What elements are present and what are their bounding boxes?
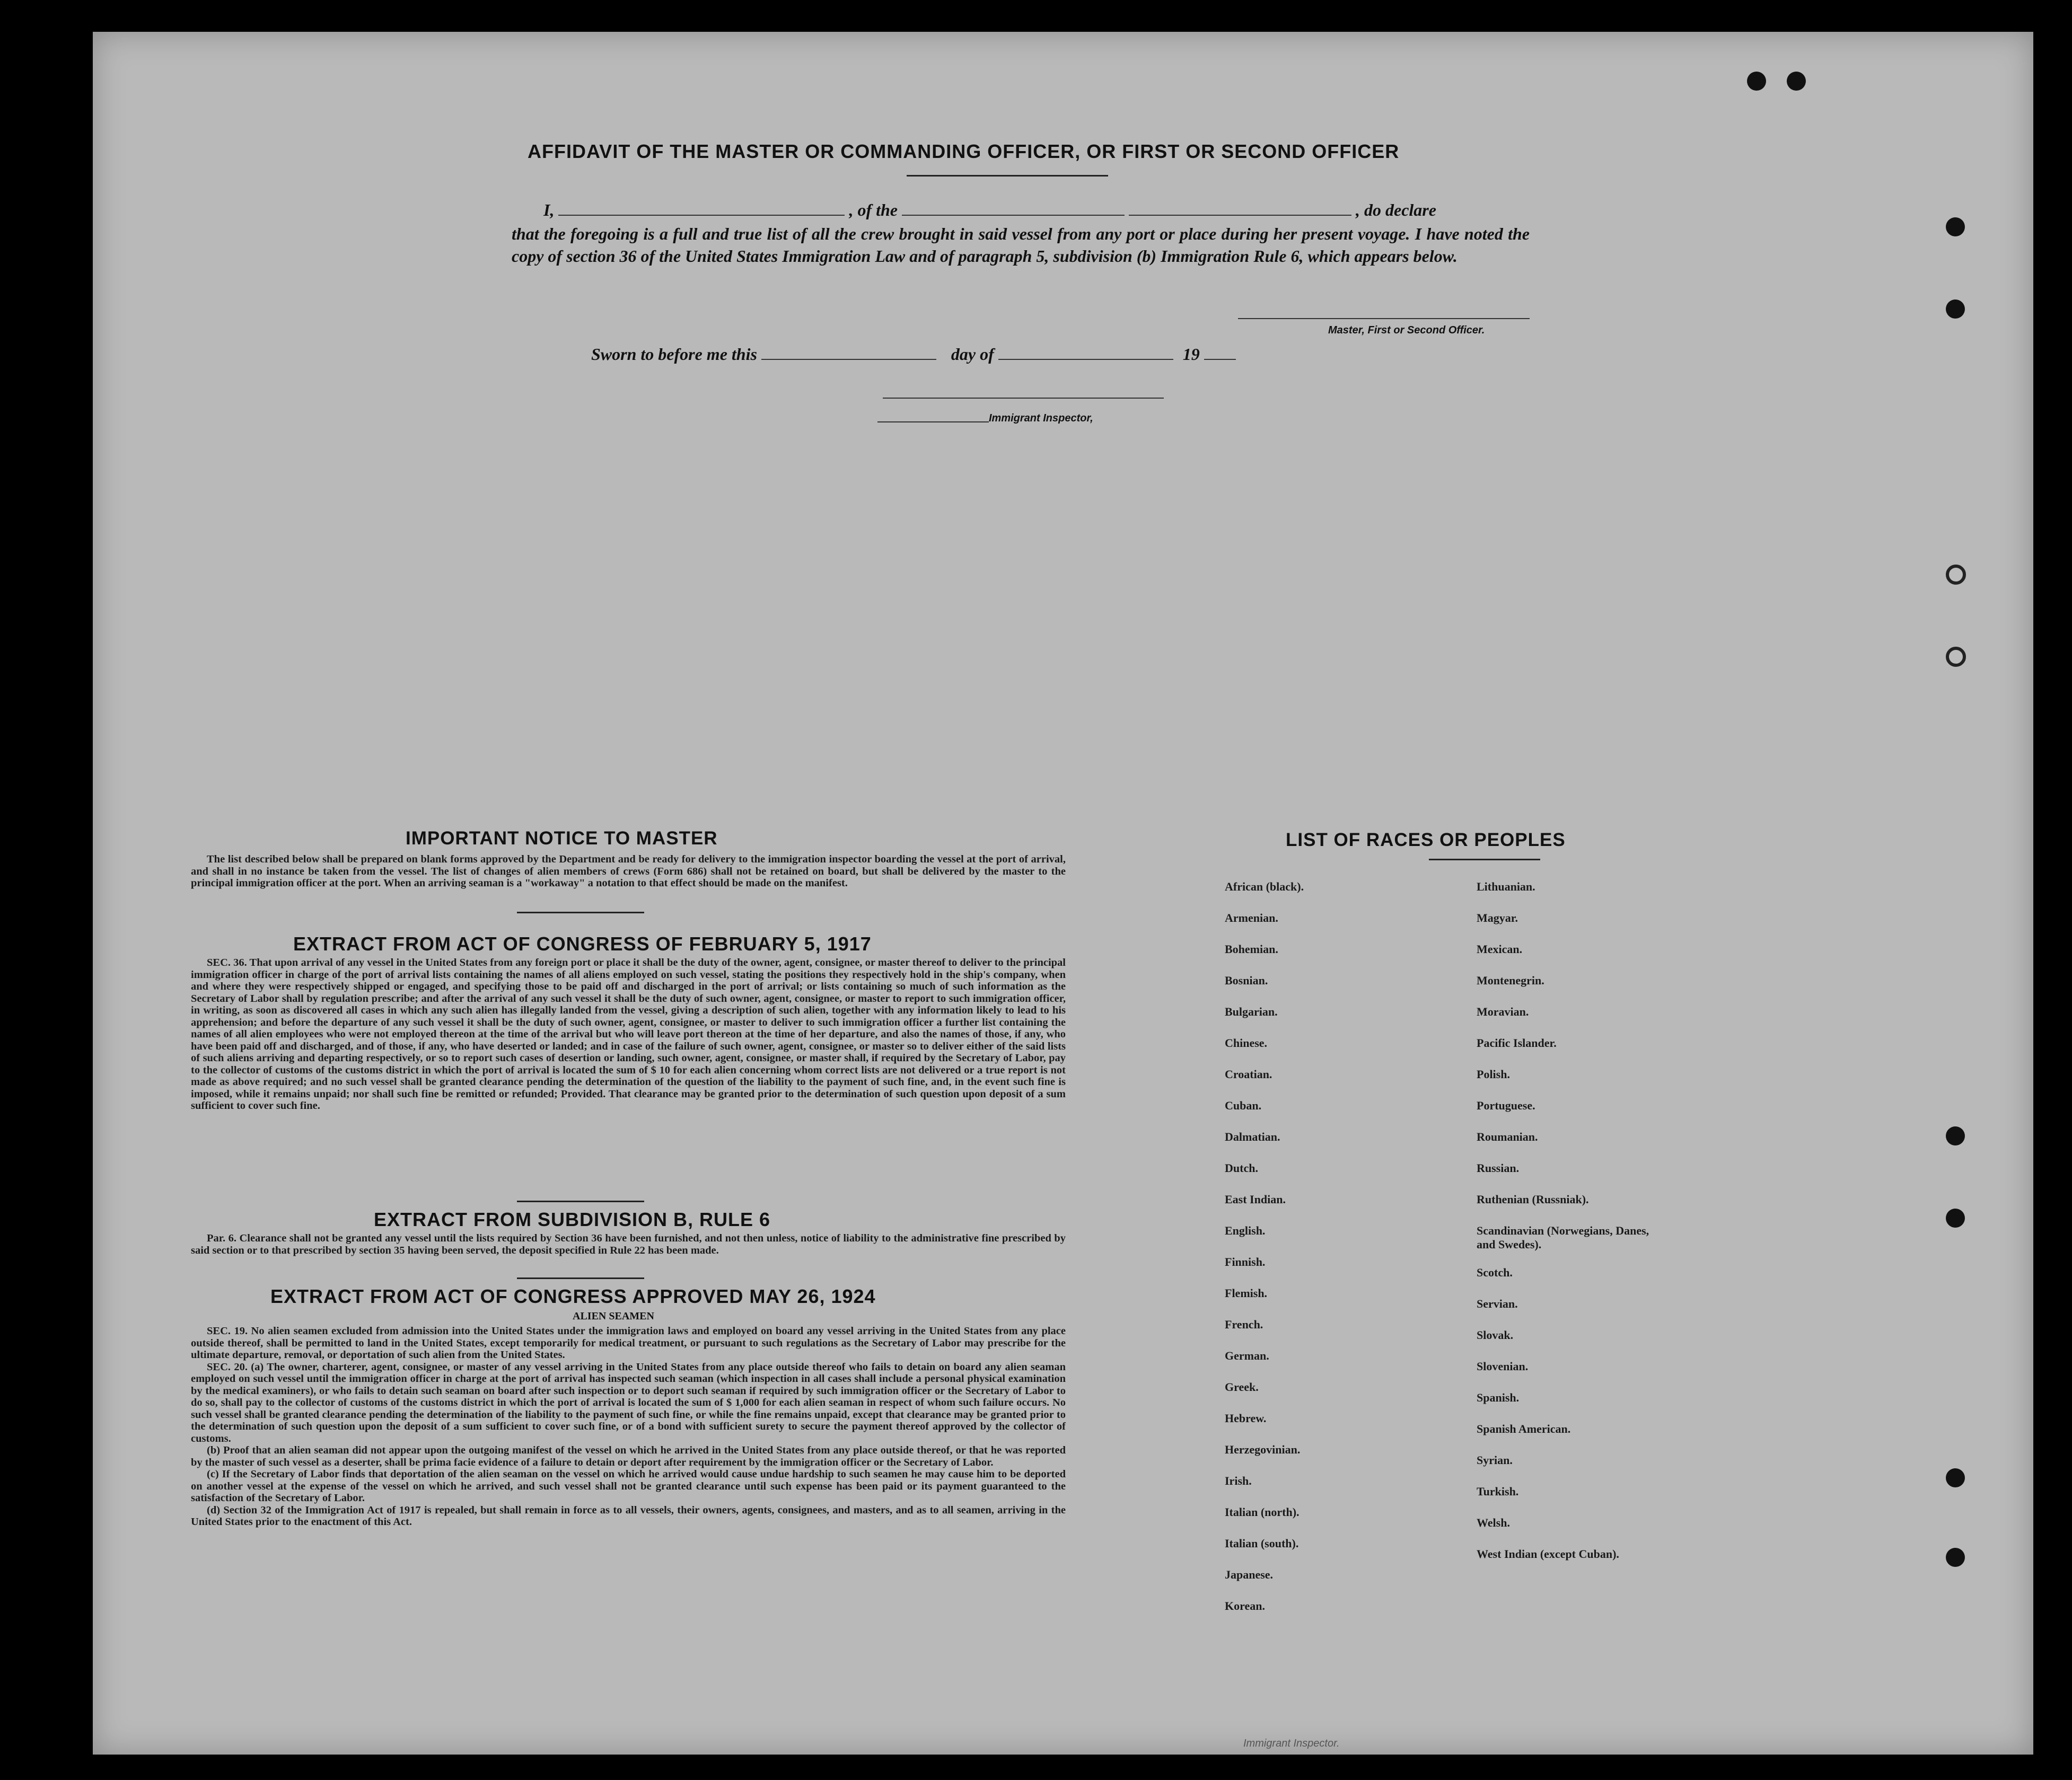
race-item: Pacific Islander. [1477,1036,1557,1050]
race-item: Syrian. [1477,1453,1513,1467]
punch-hole [1946,299,1965,319]
race-item: Slovak. [1477,1328,1514,1342]
extract-rule6-paragraph: Par. 6. Clearance shall not be granted any vessel until the lists required by Section 36 have been furnished, and not then unless, notice of liability to the administrative fine prescribed by said section or to that prescribed by section 35 having been served, the deposit specified in Rule 22 has been made. [191,1232,1066,1256]
race-item: Mexican. [1477,942,1523,956]
race-item: Dutch. [1225,1161,1258,1175]
race-item: German. [1225,1349,1269,1362]
race-item: Bosnian. [1225,974,1268,987]
race-item: East Indian. [1225,1193,1286,1206]
affidavit-body: that the foregoing is a full and true list of all the crew brought in said vessel from any port or place during her present voyage. I have noted the copy of section 36 of the United States Immigration Law and of paragraph 5, subdivision (b) Immigration Rule 6, which appears below. [512,224,1530,266]
section-rule [517,912,644,913]
extract-1924-title: EXTRACT FROM ACT OF CONGRESS APPROVED MAY 26, 1924 [270,1285,876,1307]
race-item: Armenian. [1225,911,1278,924]
races-title: LIST OF RACES OR PEOPLES [1286,830,1566,850]
extract-1924-subtitle: ALIEN SEAMEN [573,1310,654,1322]
extract-1924-paragraph: (b) Proof that an alien seaman did not appear upon the outgoing manifest of the vessel on which he arrived in the United States from any place outside thereof, or that he was reported by the master of such vessel as a deserter, shall be prima facie evidence of a failure to detain or deport after requirement by the immigration officer or the Secretary of Labor. [191,1444,1066,1468]
race-item: Ruthenian (Russniak). [1477,1193,1589,1206]
extract-1917-text [191,957,1066,1112]
race-item: Spanish American. [1477,1422,1571,1435]
punch-hole [1946,217,1965,236]
race-item: Roumanian. [1477,1130,1538,1143]
extract-1924-paragraph: SEC. 19. No alien seamen excluded from admission into the United States under the immigration laws and employed on board any vessel arriving in the United States from any place outside thereof, shall be permitted to land in the United States, except temporarily for medical treatment, or pursuant to such regulations as the Secretary of Labor may prescribe for the ultimate departure, removal, or deportation of such alien from the United States. [191,1325,1066,1361]
sworn-month-blank[interactable] [998,359,1173,360]
race-item: Montenegrin. [1477,974,1544,987]
race-item: Welsh. [1477,1516,1510,1529]
punch-hole [1946,1548,1965,1567]
race-item: Cuban. [1225,1099,1262,1112]
race-item: Croatian. [1225,1068,1272,1081]
declaration-i: I, [543,200,555,219]
sworn-day: day of [951,345,994,364]
punch-hole [1946,1209,1965,1228]
inspector-signature-line[interactable] [883,398,1164,399]
section-rule [517,1277,644,1279]
extract-1917-paragraph: SEC. 36. That upon arrival of any vessel in the United States from any foreign port or place it shall be the duty of the owner, agent, consignee, or master thereof to deliver to the principal immigration officer in charge of the port of arrival lists containing the names of all aliens employed on such vessel, stating the positions they respectively hold in the ship's company, when and where they were respectively shipped or engaged, and specifying those to be paid off and discharged in the port of arrival; or lists containing so much of such information as the Secretary of Labor shall by regulation prescribe; and after the arrival of any such vessel it shall be the duty of such owner, agent, consignee, or master to report to such immigration officer, in writing, as soon as discovered all cases in which any such alien has illegally landed from the vessel, giving a description of such alien, together with any information likely to lead to his apprehension; and before the departure of any such vessel it shall be the duty of such owner, agent, consignee, or master to deliver to such immigration officer a further list containing the names of all alien employees who were not employed thereon at the time of the arrival but who will leave port thereon at the time of her departure, and also the names of those, if any, who have been paid off and discharged, and of those, if any, who have deserted or landed; and in case of the failure of such owner, agent, consignee, or master so to deliver either of the said lists of such aliens arriving and departing respectively, or so to report such cases of desertion or landing, such owner, agent, consignee, or master shall, if required by the Secretary of Labor, pay to the collector of customs of the customs district in which the port of arrival is located the sum of $ 10 for each alien concerning whom correct lists are not delivered or a true report is not made as above required; and no such vessel shall be granted clearance pending the determination of the question of the liability to the payment of such fine, and, in the event such fine is imposed, while it remains unpaid; nor shall such fine be remitted or refunded; Provided. That clearance may be granted prior to the determination of such question upon deposit of a sum sufficient to cover such fine. [191,957,1066,1112]
race-item: West Indian (except Cuban). [1477,1547,1619,1561]
extract-1917-title: EXTRACT FROM ACT OF CONGRESS OF FEBRUARY 5, 1917 [293,933,872,955]
extract-rule6-text [191,1232,1066,1256]
race-item: Servian. [1477,1297,1518,1310]
vessel-blank[interactable] [1129,215,1351,216]
inspector-signature-line[interactable] [877,421,989,422]
sworn-date-blank[interactable] [761,359,936,360]
punch-hole [1946,1126,1965,1145]
race-item: Italian (north). [1225,1505,1300,1519]
race-item: Italian (south). [1225,1537,1299,1550]
race-item: Bohemian. [1225,942,1278,956]
race-item: French. [1225,1318,1263,1331]
sworn-year: 19 [1182,345,1200,364]
race-item: Flemish. [1225,1286,1268,1300]
race-item: Dalmatian. [1225,1130,1280,1143]
race-item: Bulgarian. [1225,1005,1278,1018]
section-rule [517,1201,644,1202]
signature-label: Master, First or Second Officer. [1328,324,1485,336]
sworn-prefix: Sworn to before me this [591,345,757,364]
race-item: Polish. [1477,1068,1510,1081]
affidavit-title: AFFIDAVIT OF THE MASTER OR COMMANDING OFFICER, OR FIRST OR SECOND OFFICER [528,140,1400,162]
race-item: Korean. [1225,1599,1265,1612]
signature-line[interactable] [1238,318,1530,319]
race-item: Turkish. [1477,1485,1519,1498]
race-item: Slovenian. [1477,1360,1529,1373]
extract-1924-paragraph: (c) If the Secretary of Labor finds that deportation of the alien seaman on the vessel on which he arrived would cause undue hardship to such seamen he may cause him to be deported on another vessel at the expense of the vessel on which he arrived, and such vessel shall not be granted clearance until such expense has been paid or its payment guaranteed to the satisfaction of the Secretary of Labor. [191,1468,1066,1504]
extract-1924-paragraph: (d) Section 32 of the Immigration Act of 1917 is repealed, but shall remain in force as to all vessels, their owners, agents, consignees, and masters, and as to all seamen, arriving in the United States prior to the enactment of this Act. [191,1504,1066,1528]
notice-paragraph: The list described below shall be prepared on blank forms approved by the Department and be ready for delivery to the immigration inspector boarding the vessel at the port of arrival, and shall in no instance be taken from the vessel. The list of changes of alien members of crews (Form 686) shall not be retained on board, but shall be delivered by the master to the principal immigration officer at the port. When an arriving seaman is a "workaway" a notation to that effect should be made on the manifest. [191,853,1066,889]
race-item: Portuguese. [1477,1099,1535,1112]
extract-rule6-title: EXTRACT FROM SUBDIVISION B, RULE 6 [374,1209,771,1230]
race-item: Irish. [1225,1474,1252,1487]
declaration-of-the: , of the [849,200,898,219]
title-rule [907,175,1108,177]
race-item: English. [1225,1224,1266,1237]
notice-text [191,853,1066,889]
section-rule [1429,859,1540,860]
extract-1924-text [191,1325,1066,1528]
punch-hole [1946,647,1966,667]
sworn-statement [591,345,1236,364]
race-item: Herzegovinian. [1225,1443,1301,1456]
document-page [93,32,2033,1755]
declaration-declare: , do declare [1356,200,1436,219]
sworn-year-blank[interactable] [1204,359,1236,360]
race-item: Japanese. [1225,1568,1274,1581]
rank-blank[interactable] [902,215,1125,216]
punch-hole [1946,565,1966,585]
notice-title: IMPORTANT NOTICE TO MASTER [406,828,718,849]
race-item: Finnish. [1225,1255,1266,1268]
race-item: Chinese. [1225,1036,1268,1050]
punch-hole [1946,1468,1965,1487]
race-item: Greek. [1225,1380,1259,1394]
faint-inspector-label: Immigrant Inspector. [1243,1738,1340,1749]
name-blank[interactable] [558,215,845,216]
inspector-label: Immigrant Inspector, [989,412,1093,424]
affidavit-declaration-line [543,200,1530,220]
extract-1924-paragraph: SEC. 20. (a) The owner, charterer, agent, consignee, or master of any vessel arriving in the United States from any place outside thereof who fails to detain on board any alien seaman employed on such vessel until the immigration officer in charge at the port of arrival has inspected such seaman (which inspection in all cases shall include a personal physical examination by the medical examiners), or who fails to detain such seaman on board after such inspection or to deport such seaman if required by such immigration officer or the Secretary of Labor to do so, shall pay to the collector of customs of the customs district in which the port of arrival is located the sum of $ 1,000 for each alien seaman in respect of whom such failure occurs. No such vessel shall be granted clearance pending the determination of the liability to the payment of such fine, or while the fine remains unpaid, except that clearance may be granted prior to the determination of such question upon the deposit of a sum sufficient to cover such fine, or of a bond with sufficient surety to secure the payment thereof approved by the collector of customs. [191,1361,1066,1444]
race-item: Lithuanian. [1477,880,1535,893]
race-item: Moravian. [1477,1005,1529,1018]
race-item: Russian. [1477,1161,1520,1175]
race-item: African (black). [1225,880,1304,893]
race-item: Scandinavian (Norwegians, Danes, and Swedes). [1477,1224,1649,1251]
punch-hole [1747,72,1766,91]
race-item: Spanish. [1477,1391,1520,1404]
race-item: Scotch. [1477,1266,1513,1279]
punch-hole [1787,72,1806,91]
race-item: Hebrew. [1225,1412,1267,1425]
race-item: Magyar. [1477,911,1518,924]
